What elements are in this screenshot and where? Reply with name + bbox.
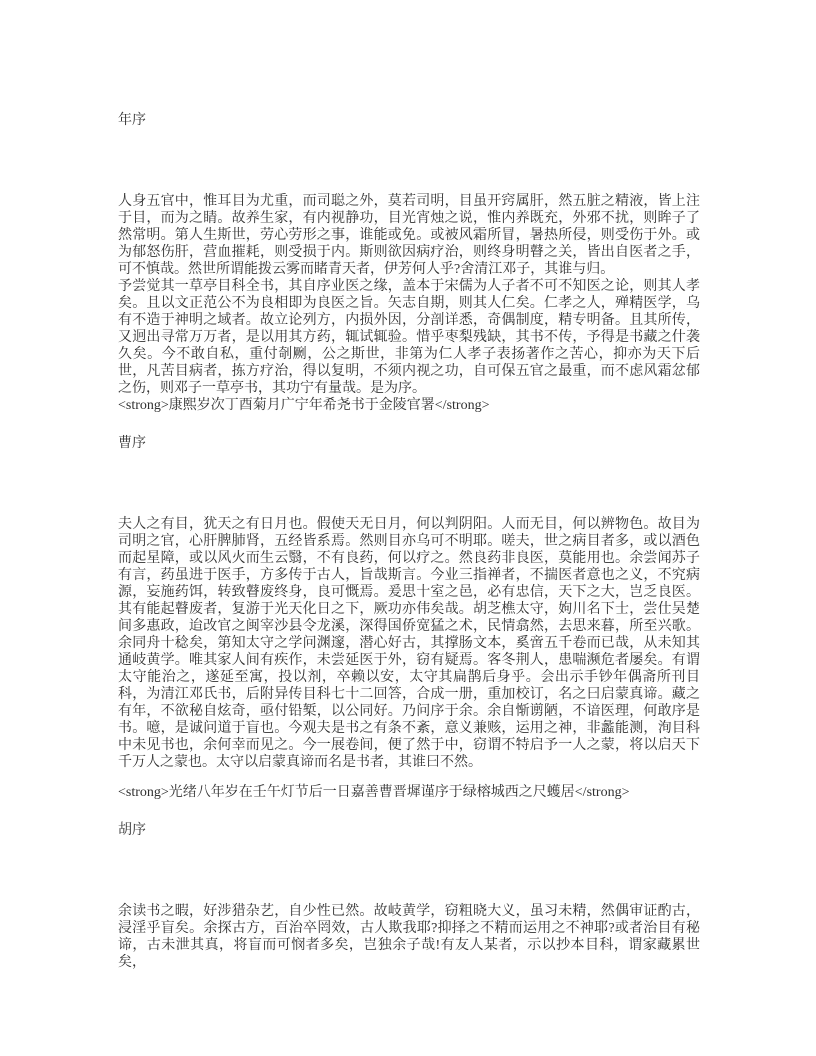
paragraph: 夫人之有目，犹天之有日月也。假使天无日月，何以判阴阳。人而无目，何以辨物色。故目为司明之官，心肝脾肺肾，五经皆系焉。然则目亦乌可不明耶。嗟夫，世之病目者多，或以酒色而起星障，或以风火而生云翳，不有良药，何以疗之。然良药非良医，莫能用也。余尝闻苏子有言，药虽进于医手，方多传于古人，旨哉斯言。今业三指禅者，不揣医者意也之义，不究病源，妄施药饵，转致瞽废终身，良可慨焉。爰思十室之邑，必有忠信，天下之大，岂乏良医。其有能起瞽废者，复游于光天化日之下，厥功亦伟矣哉。胡芝樵太守，姁川名下士，尝仕吴楚间多惠政，迨改官之闽宰沙县令龙溪，深得国侨宽猛之术，民情翕然，去思来暮，所至兴歌。余同舟十稔矣，第知太守之学问渊邃，潜心好古，其撑肠文本，奚啻五千卷而已哉，从未知其通岐黄学。唯其家人间有疾作，未尝延医于外，窃有疑焉。客冬荆人，患喘濒危者屡矣。有谓太守能治之，遂延至寓，投以剂，卒赖以安，太守其扁鹊后身乎。会出示手钞年偶斋所刊目科，为清江邓氏书，后附异传目科七十二回答，合成一册，重加校订，名之曰启蒙真谛。藏之有年，不欲秘自炫奇，亟付铅椠，以公同好。乃问序于余。余自惭谫陋，不谙医理，何敢序是书。噫，是诚问道于盲也。今观夫是书之有条不紊，意义兼赅，运用之神，非蠡能测，洵目科中未见书也，余何幸而见之。今一展卷间，便了然于中，窃谓不特启予一人之蒙，将以启天下千万人之蒙也。太守以启蒙真谛而名是书者，其谁曰不然。	[118, 517, 700, 770]
section-heading-cao-xu: 曹序	[118, 436, 146, 451]
section-heading-hu-xu: 胡序	[118, 823, 146, 838]
section-heading-nian-xu: 年序	[118, 113, 146, 128]
paragraph: 予尝觉其一草亭目科全书，其自序业医之缘，盖本于宋儒为人子者不可不知医之论，则其人孝矣。且以文正范公不为良相即为良医之旨。矢志自期，则其人仁矣。仁孝之人，殚精医学，乌有不造于神明之域者。故立论列方，内损外因，分剖详悉，奇偶制度，精专明备。且其所传，又迥出寻常万万者，是以用其方药，辄试辄验。惜乎枣梨残缺，其书不传，予得是书藏之什袭久矣。今不敢自私，重付剞劂，公之斯世，非第为仁人孝子表扬著作之苦心，抑亦为天下后世，凡苦目病者，拣方疗治，得以复明，不须内视之功，自可保五官之最重，而不虑风霜忿郁之伤，则邓子一草亭书，其功宁有量哉。是为序。	[118, 279, 700, 396]
paragraph: 余读书之暇，好涉猎杂艺，自少性已然。故岐黄学，窃粗晓大义，虽习未精，然偶审证酌古，浸淫乎盲矣。余探古方，百治卒罔效，古人欺我耶?抑择之不精而运用之不神耶?或者治目有秘谛，古未泄其真，将盲而可悯者多矣，岂独余子哉!有友人某者，示以抄本目科，谓家藏累世矣，	[118, 904, 700, 970]
section-nian-xu	[118, 112, 700, 414]
section-hu-xu	[118, 822, 700, 971]
paragraph: 人身五官中，惟耳目为尤重，而司聪之外，莫若司明，目虽开窍属肝，然五脏之精液，皆上注于目，而为之睛。故养生家，有内视静功，目光宵烛之说，惟内养既充，外邪不扰，则眸子了然常明。第人生斯世，劳心劳形之事，谁能或免。或被风霜所冒，暑热所侵，则受伤于外。或为郁怒伤肝，营血摧耗，则受损于内。斯则欲因病疗治，则终身明瞽之关，皆出自医者之手，可不慎哉。然世所谓能拨云雾而睹青天者，伊芳何人乎?舍清江邓子，其谁与归。	[118, 194, 700, 277]
signature-line: <strong>光绪八年岁在壬午灯节后一日嘉善曹晋墀谨序于绿榕城西之尺蠖居</strong>	[118, 785, 630, 800]
signature-line: <strong>康熙岁次丁酉菊月广宁年希尧书于金陵官署</strong>	[118, 398, 490, 413]
section-cao-xu	[118, 435, 700, 801]
